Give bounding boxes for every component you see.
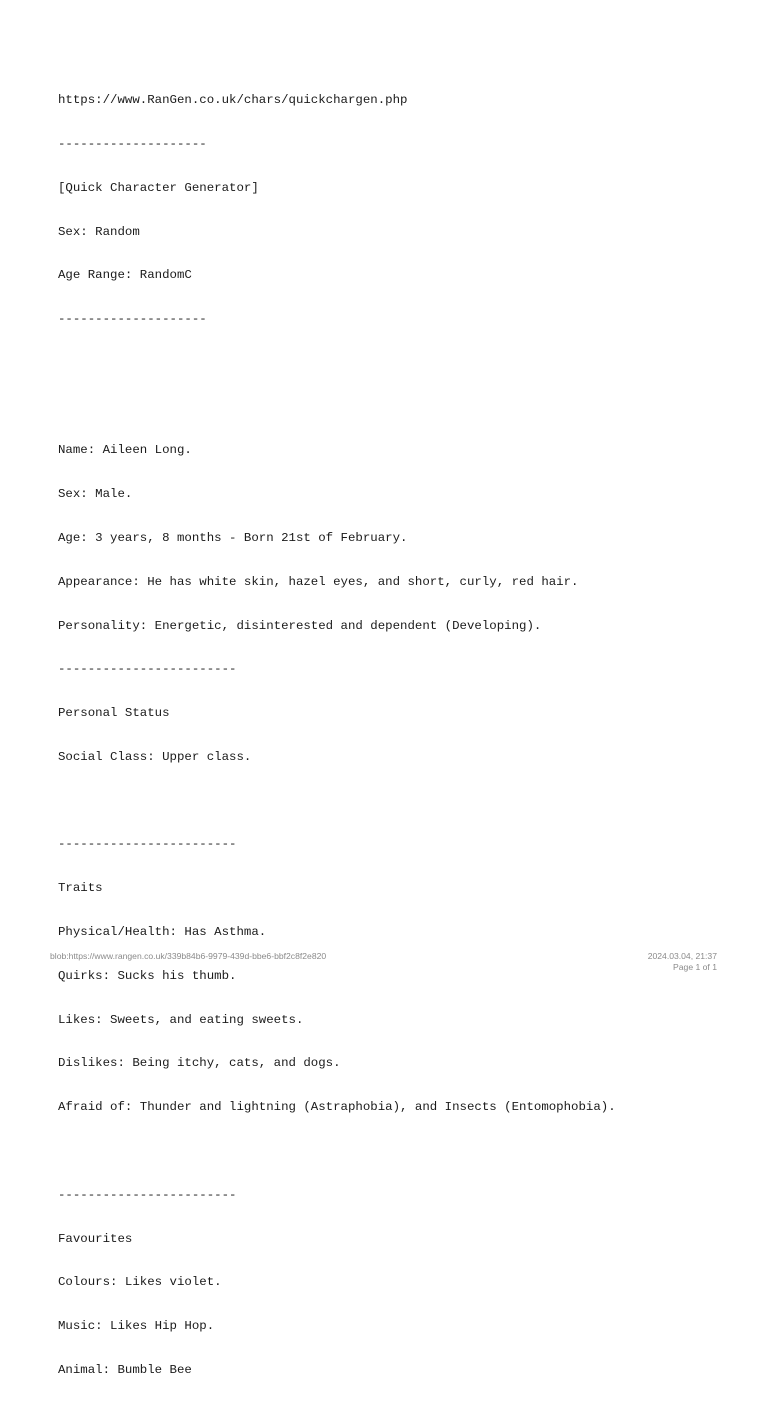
char-afraid-of: Afraid of: Thunder and lightning (Astraphobia), and Insects (Entomophobia).: [58, 1100, 616, 1115]
char-physical-health: Physical/Health: Has Asthma.: [58, 925, 267, 940]
blank-line: [58, 794, 748, 809]
divider: ------------------------: [58, 662, 237, 677]
char-music: Music: Likes Hip Hop.: [58, 1319, 215, 1334]
blank-line: [58, 1144, 748, 1159]
char-dislikes: Dislikes: Being itchy, cats, and dogs.: [58, 1056, 341, 1071]
char-personality: Personality: Energetic, disinterested and dependent (Developing).: [58, 618, 542, 633]
footer-timestamp: 2024.03.04, 21:37: [647, 951, 717, 961]
char-age: Age: 3 years, 8 months - Born 21st of February.: [58, 531, 408, 545]
char-social-class: Social Class: Upper class.: [58, 749, 252, 764]
blank-line: [58, 356, 748, 371]
footer-source-url: blob:https://www.rangen.co.uk/339b84b6-9979-439d-bbe6-bbf2c8f2e820: [50, 951, 327, 961]
char-name: Name: Aileen Long.: [58, 443, 192, 458]
divider: ------------------------: [58, 837, 237, 852]
footer-page-number: Page 1 of 1: [673, 962, 717, 972]
char-quirks: Quirks: Sucks his thumb.: [58, 968, 237, 983]
section-heading-traits: Traits: [58, 881, 103, 896]
footer-meta: [648, 951, 717, 973]
char-sex: Sex: Male.: [58, 487, 133, 502]
source-url-line: https://www.RanGen.co.uk/chars/quickchargen.php: [58, 93, 408, 108]
divider: --------------------: [58, 136, 207, 151]
generator-title: [Quick Character Generator]: [58, 180, 259, 195]
char-animal: Animal: Bumble Bee: [58, 1362, 192, 1377]
param-age-range: Age Range: RandomC: [58, 268, 192, 283]
divider: ------------------------: [58, 1187, 237, 1202]
char-colours: Colours: Likes violet.: [58, 1275, 222, 1290]
section-heading-favourites: Favourites: [58, 1231, 133, 1246]
param-sex: Sex: Random: [58, 224, 140, 239]
char-likes: Likes: Sweets, and eating sweets.: [58, 1012, 304, 1027]
section-heading-personal-status: Personal Status: [58, 706, 170, 721]
blank-line: [58, 400, 748, 415]
document-body: [58, 64, 748, 1407]
char-appearance: Appearance: He has white skin, hazel eyes, and short, curly, red hair.: [58, 574, 579, 589]
divider: --------------------: [58, 312, 207, 327]
